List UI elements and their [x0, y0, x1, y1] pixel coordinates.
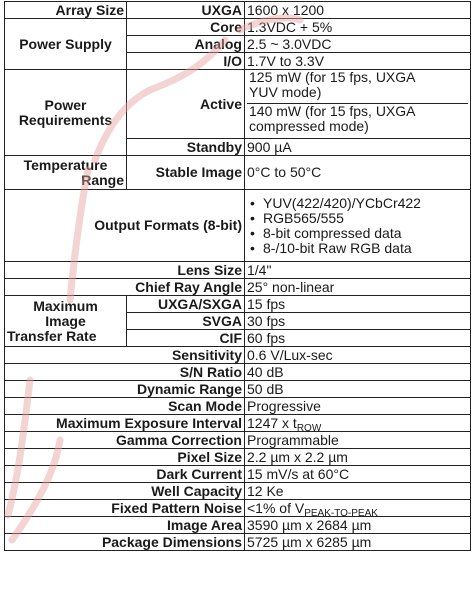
list-item: • RGB565/555 — [247, 211, 468, 226]
spec-table — [4, 1, 471, 551]
spec-label-chief-ray-angle: Chief Ray Angle — [5, 279, 245, 296]
spec-label-lens-size: Lens Size — [5, 262, 245, 279]
spec-value-svga: 30 fps — [245, 313, 471, 330]
spec-label-pixel-size: Pixel Size — [5, 449, 245, 466]
spec-label-power-requirements — [5, 70, 127, 156]
spec-label-dynamic-range: Dynamic Range — [5, 381, 245, 398]
spec-sublabel-core: Core — [127, 19, 245, 36]
spec-value-array-size: 1600 x 1200 — [245, 2, 471, 19]
value-line: compressed mode) — [249, 118, 369, 134]
label-line: Image — [45, 312, 86, 329]
table-row — [5, 190, 471, 262]
list-item: • YUV(422/420)/YCbCr422 — [247, 196, 468, 211]
spec-value-standby: 900 µA — [245, 139, 471, 156]
value-line: YUV mode) — [249, 84, 322, 100]
active-value-yuv — [247, 70, 468, 104]
table-row — [5, 156, 471, 190]
spec-sublabel-stable-image: Stable Image — [127, 156, 245, 190]
spec-label-sensitivity: Sensitivity — [5, 347, 245, 364]
spec-value-temperature: 0°C to 50°C — [245, 156, 471, 190]
spec-value-max-exposure — [245, 415, 471, 432]
table-row — [5, 381, 471, 398]
active-value-compressed — [247, 104, 468, 138]
spec-sublabel-uxga: UXGA — [127, 2, 245, 19]
spec-label-output-formats: Output Formats (8-bit) — [5, 190, 245, 262]
spec-value-sn-ratio: 40 dB — [245, 364, 471, 381]
label-line: Requirements — [18, 111, 113, 128]
table-row — [5, 432, 471, 449]
spec-sublabel-io: I/O — [127, 53, 245, 70]
table-row — [5, 517, 471, 534]
spec-value-uxga-sxga: 15 fps — [245, 296, 471, 313]
spec-label-scan-mode: Scan Mode — [5, 398, 245, 415]
value-main: <1% of V — [247, 499, 305, 516]
spec-label-power-supply: Power Supply — [5, 19, 127, 70]
spec-label-sn-ratio: S/N Ratio — [5, 364, 245, 381]
table-row — [5, 347, 471, 364]
spec-value-output-formats — [245, 190, 471, 262]
spec-value-lens-size: 1/4" — [245, 262, 471, 279]
spec-label-temperature-range — [5, 156, 127, 190]
label-line: Temperature — [23, 156, 108, 173]
list-item: • 8-/10-bit Raw RGB data — [247, 241, 468, 256]
label-line: Range — [81, 171, 124, 188]
label-line: Maximum — [33, 297, 98, 314]
spec-value-core: 1.3VDC + 5% — [245, 19, 471, 36]
spec-sublabel-uxga-sxga: UXGA/SXGA — [127, 296, 245, 313]
spec-value-fixed-pattern-noise — [245, 500, 471, 517]
table-row — [5, 70, 471, 139]
spec-value-chief-ray-angle: 25° non-linear — [245, 279, 471, 296]
label-line: Transfer Rate — [7, 327, 97, 344]
spec-value-cif: 60 fps — [245, 330, 471, 347]
table-row — [5, 466, 471, 483]
table-row — [5, 500, 471, 517]
spec-label-array-size: Array Size — [5, 2, 127, 19]
table-row — [5, 534, 471, 551]
spec-label-max-exposure: Maximum Exposure Interval — [5, 415, 245, 432]
table-row — [5, 415, 471, 432]
spec-value-dark-current: 15 mV/s at 60°C — [245, 466, 471, 483]
output-format-list — [247, 196, 468, 256]
spec-value-io: 1.7V to 3.3V — [245, 53, 471, 70]
table-row — [5, 2, 471, 19]
table-row — [5, 279, 471, 296]
spec-value-scan-mode: Progressive — [245, 398, 471, 415]
spec-value-well-capacity: 12 Ke — [245, 483, 471, 500]
spec-label-package-dimensions: Package Dimensions — [5, 534, 245, 551]
spec-value-sensitivity: 0.6 V/Lux-sec — [245, 347, 471, 364]
label-line: Power — [44, 96, 87, 113]
spec-sublabel-svga: SVGA — [127, 313, 245, 330]
value-subscript: ROW — [296, 422, 322, 432]
table-row — [5, 296, 471, 313]
table-row — [5, 483, 471, 500]
value-line: 125 mW (for 15 fps, UXGA — [249, 69, 416, 85]
spec-value-dynamic-range: 50 dB — [245, 381, 471, 398]
value-line: 140 mW (for 15 fps, UXGA — [249, 103, 416, 119]
spec-sheet — [4, 1, 470, 599]
table-row — [5, 364, 471, 381]
spec-value-image-area: 3590 µm x 2684 µm — [245, 517, 471, 534]
spec-label-well-capacity: Well Capacity — [5, 483, 245, 500]
spec-sublabel-active: Active — [127, 70, 245, 139]
value-subscript: PEAK-TO-PEAK — [304, 507, 378, 517]
spec-label-image-area: Image Area — [5, 517, 245, 534]
spec-sublabel-analog: Analog — [127, 36, 245, 53]
spec-label-fixed-pattern-noise: Fixed Pattern Noise — [5, 500, 245, 517]
value-main: 1247 x t — [247, 414, 297, 431]
spec-sublabel-standby: Standby — [127, 139, 245, 156]
spec-label-gamma-correction: Gamma Correction — [5, 432, 245, 449]
table-row — [5, 19, 471, 36]
spec-label-max-transfer-rate — [5, 296, 127, 347]
spec-value-analog: 2.5 ~ 3.0VDC — [245, 36, 471, 53]
table-row — [5, 449, 471, 466]
spec-value-package-dimensions: 5725 µm x 6285 µm — [245, 534, 471, 551]
spec-sublabel-cif: CIF — [127, 330, 245, 347]
spec-value-gamma-correction: Programmable — [245, 432, 471, 449]
list-item: • 8-bit compressed data — [247, 226, 468, 241]
spec-value-pixel-size: 2.2 µm x 2.2 µm — [245, 449, 471, 466]
table-row — [5, 398, 471, 415]
table-row — [5, 262, 471, 279]
spec-label-dark-current: Dark Current — [5, 466, 245, 483]
spec-value-active — [245, 70, 471, 139]
